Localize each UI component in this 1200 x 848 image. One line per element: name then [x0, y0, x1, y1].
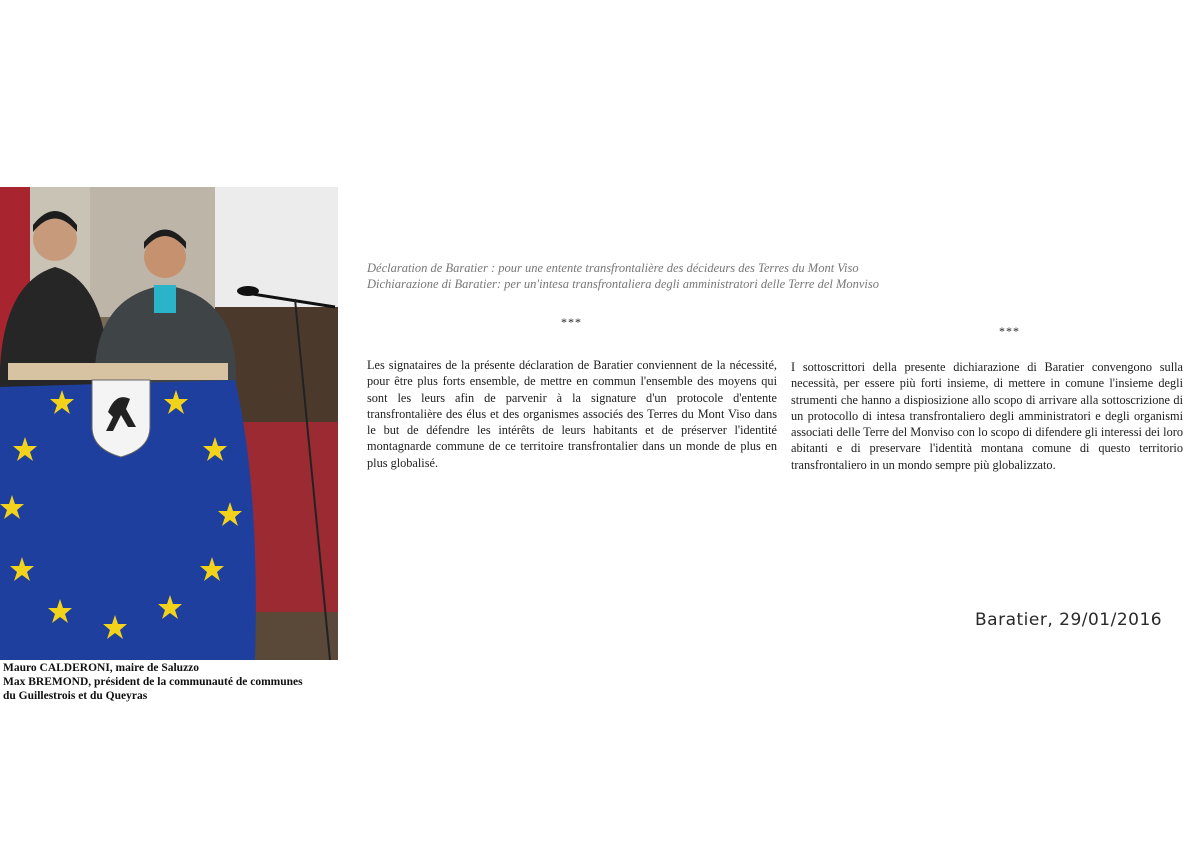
- separator-french: ***: [561, 315, 582, 329]
- declaration-titles: [367, 260, 1007, 292]
- caption-line: Max BREMOND, président de la communauté de communes: [3, 676, 303, 688]
- declaration-text-italian: I sottoscrittori della presente dichiarazione di Baratier convengono sulla necessità, per essere più forti insieme, di mettere in comune l'insieme degli strumenti che hanno a dispiosizione allo scopo di arrivare alla sottoscrizione di un protocollo di intesa transfrontaliero degli amministratori e degli organismi associati delle Terre del Monviso con lo scopo di difendere gli interessi dei loro abitanti e di preservare l'identità montana comune di questo territorio transfrontaliero in un mondo sempre più globalizzato.: [791, 360, 1183, 472]
- separator-italian: ***: [999, 324, 1020, 338]
- caption-line: du Guillestrois et du Queyras: [3, 690, 148, 702]
- photo-caption: [3, 661, 343, 703]
- event-photo: [0, 187, 338, 660]
- title-italian: Dichiarazione di Baratier: per un'intesa transfrontaliera degli amministratori delle Terre del Monviso: [367, 277, 880, 291]
- event-photo-illustration: [0, 187, 338, 660]
- declaration-text-french: Les signataires de la présente déclaration de Baratier conviennent de la nécessité, pour être plus forts ensemble, de mettre en commun l'ensemble des moyens qui sont les leurs afin de parvenir à la signature d'un protocole d'entente transfrontalière des élus et des organismes associés des Terres du Mont Viso dans le but de défendre les intérêts de leurs habitants et de préserver l'identité montagnarde commune de ce territoire transfrontalier dans un monde de plus en plus globalisé.: [367, 358, 777, 470]
- caption-line: Mauro CALDERONI, maire de Saluzzo: [3, 662, 200, 674]
- place-and-date: Baratier, 29/01/2016: [975, 610, 1163, 630]
- title-french: Déclaration de Baratier : pour une entente transfrontalière des décideurs des Terres du Mont Viso: [367, 261, 859, 275]
